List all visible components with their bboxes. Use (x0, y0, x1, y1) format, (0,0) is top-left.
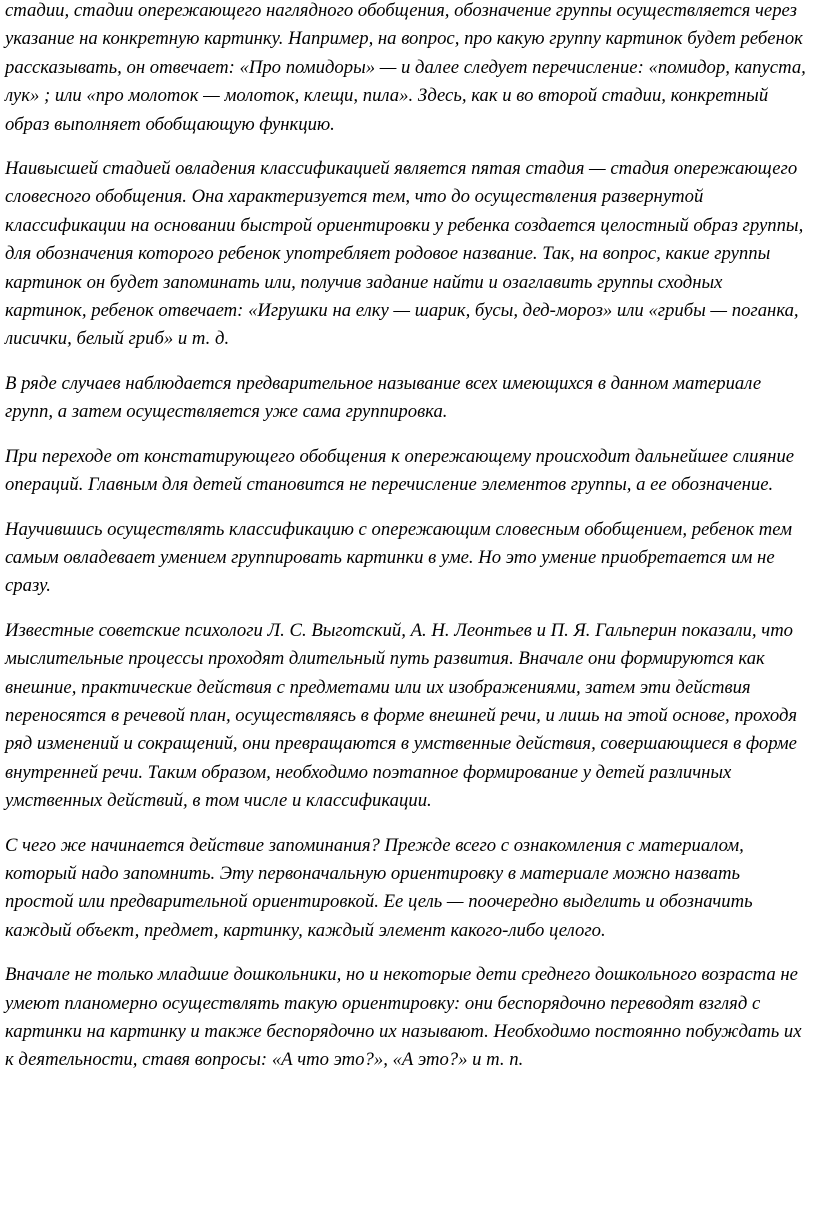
paragraph-8: Вначале не только младшие дошкольники, но и некоторые дети среднего дошкольного возраста не умеют планомерно осуществлять такую ориентировку: они беспорядочно переводят взгляд с картинки на картинку и также беспорядочно их называют. Необходимо постоянно побуждать их к деятельности, ставя вопросы: «А что это?», «А это?» и т. п. (5, 964, 802, 1071)
paragraph-1: стадии, стадии опережающего наглядного обобщения, обозначение группы осуществляется через указание на конкретную картинку. Например, на вопрос, про какую группу картинок будет ребенок рассказывать, он отвечает: «Про помидоры» — и далее следует перечисление: «помидор, капуста, лук» ; или «про молоток — молоток, клещи, пила». Здесь, как и во второй стадии, конкретный образ выполняет обобщающую функцию. (5, 0, 806, 135)
paragraph-6: Известные советские психологи Л. С. Выготский, А. Н. Леонтьев и П. Я. Гальперин показали, что мыслительные процессы проходят длительный путь развития. Вначале они формируются как внешние, практические действия с предметами или их изображениями, затем эти действия переносятся в речевой план, осуществляясь в форме внешней речи, и лишь на этой основе, проходя ряд изменений и сокращений, они превращаются в умственные действия, совершающиеся в форме внутренней речи. Таким образом, необходимо поэтапное формирование у детей различных умственных действий, в том числе и классификации. (5, 619, 798, 812)
paragraph-5: Научившись осуществлять классификацию с опережающим словесным обобщением, ребенок тем самым овладевает умением группировать картинки в уме. Но это умение приобретается им не сразу. (5, 518, 793, 597)
paragraph-3: В ряде случаев наблюдается предварительное называние всех имеющихся в данном материале групп, а затем осуществляется уже сама группировка. (5, 372, 762, 423)
paragraph-2: Наивысшей стадией овладения классификацией является пятая стадия — стадия опережающего словесного обобщения. Она характеризуется тем, что до осуществления развернутой классификации на основании быстрой ориентировки у ребенка создается целостный образ группы, для обозначения которого ребенок употребляет родовое название. Так, на вопрос, какие группы картинок он будет запоминать или, получив задание найти и озаглавить группы сходных картинок, ребенок отвечает: «Игрушки на елку — шарик, бусы, дед-мороз» или «грибы — поганка, лисички, белый гриб» и т. д. (5, 158, 804, 350)
paragraph-4: При переходе от констатирующего обобщения к опережающему происходит дальнейшее слияние операций. Главным для детей становится не перечисление элементов группы, а ее обозначение. (5, 445, 795, 496)
paragraph-7: С чего же начинается действие запоминания? Прежде всего с ознакомления с материалом, который надо запомнить. Эту первоначальную ориентировку в материале можно назвать простой или предварительной ориентировкой. Ее цель — поочередно выделить и обозначить каждый объект, предмет, картинку, каждый элемент какого-либо целого. (5, 834, 753, 941)
